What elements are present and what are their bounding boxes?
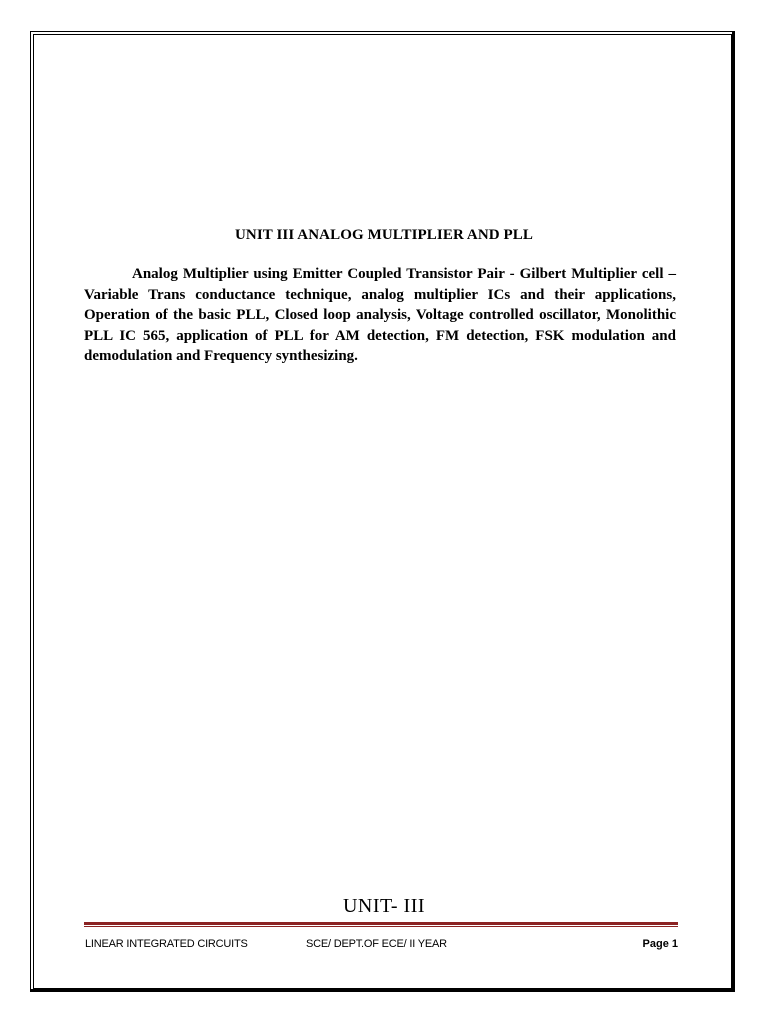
footer-course-name: LINEAR INTEGRATED CIRCUITS: [85, 938, 248, 950]
footer-rule-thick: [84, 922, 678, 925]
unit-footer-heading-text: UNIT- III: [342, 895, 426, 917]
syllabus-paragraph: Analog Multiplier using Emitter Coupled Transistor Pair - Gilbert Multiplier cell – Variable Trans conductance technique, analog multiplier ICs and their applications, Operation of the basic PLL, Closed loop analysis, Voltage controlled oscillator, Monolithic PLL IC 565, application of PLL for AM detection, FM detection, FSK modulation and demodulation and Frequency synthesizing.: [84, 266, 676, 364]
page-border-inner: [33, 34, 732, 989]
unit-title: UNIT III ANALOG MULTIPLIER AND PLL: [234, 227, 534, 243]
footer-department: SCE/ DEPT.OF ECE/ II YEAR: [306, 938, 447, 950]
footer-rule-thin: [84, 926, 678, 927]
footer-page-number: Page 1: [642, 938, 678, 950]
unit-footer-heading: [0, 895, 768, 918]
